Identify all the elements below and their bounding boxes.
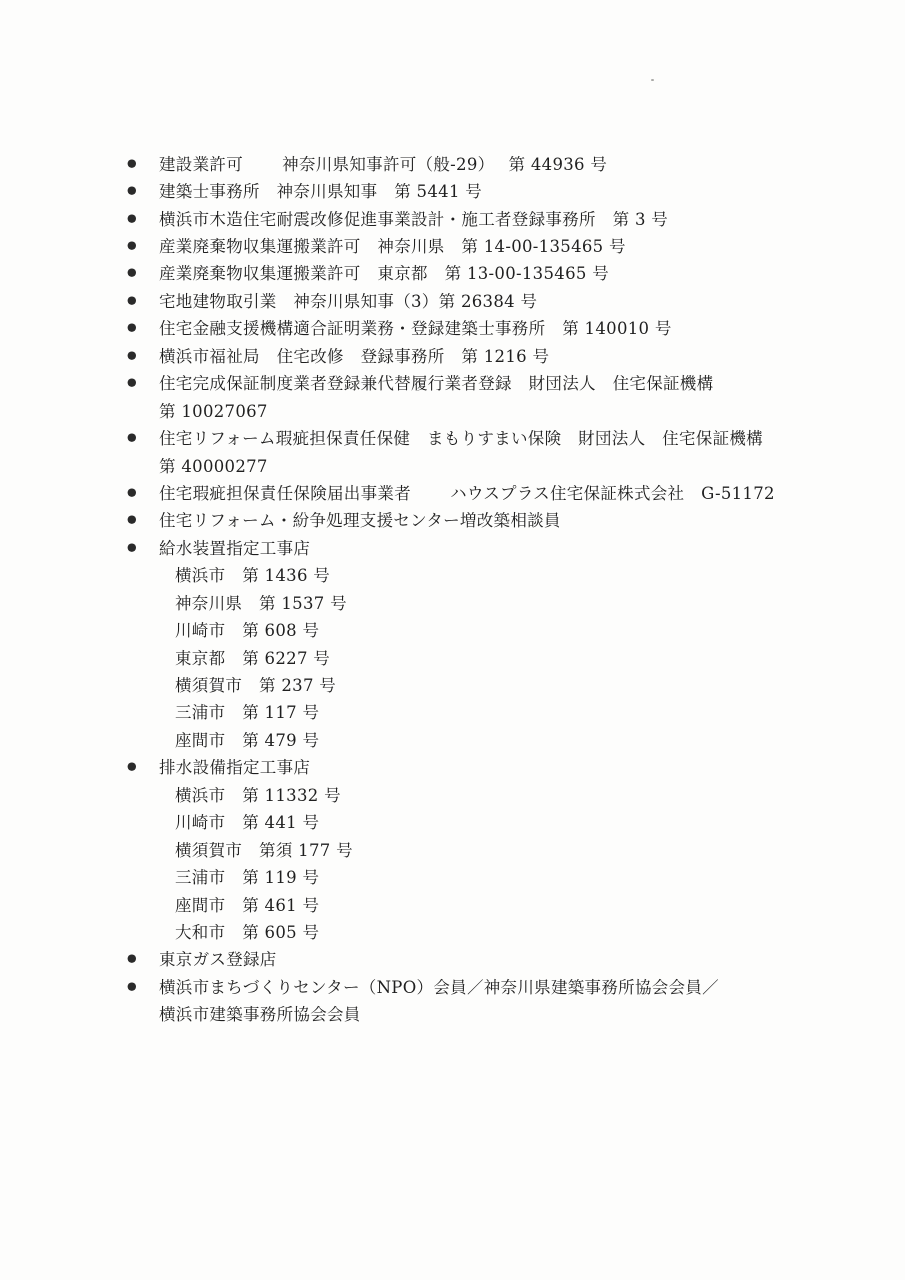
list-item-text: 横須賀市 第 237 号: [175, 676, 337, 696]
list-item: [0, 808, 905, 835]
list-item-text: 住宅完成保証制度業者登録兼代替履行業者登録 財団法人 住宅保証機構: [159, 374, 714, 394]
list-item: [0, 561, 905, 588]
list-item: [0, 753, 905, 780]
list-item-text: 排水設備指定工事店: [159, 758, 311, 778]
list-item-text: 大和市 第 605 号: [175, 922, 320, 942]
bullet-icon: ●: [127, 211, 137, 225]
list-item: [0, 725, 905, 752]
bullet-icon: ●: [127, 293, 137, 307]
list-item: [0, 231, 905, 258]
list-item-text: 産業廃棄物収集運搬業許可 東京都 第 13-00-135465 号: [159, 264, 610, 284]
list-item: [0, 506, 905, 533]
list-item-text: 三浦市 第 117 号: [175, 703, 320, 723]
list-item: [0, 643, 905, 670]
bullet-icon: ●: [127, 979, 137, 993]
list-item: [0, 615, 905, 642]
list-item-text: 給水装置指定工事店: [159, 538, 311, 558]
bullet-icon: ●: [127, 485, 137, 499]
list-item: [0, 917, 905, 944]
list-item: [0, 1000, 905, 1027]
scan-speck: [651, 79, 654, 81]
list-item: [0, 259, 905, 286]
list-item: [0, 286, 905, 313]
list-item-text: 宅地建物取引業 神奈川県知事（3）第 26384 号: [159, 291, 538, 311]
list-item-text: 横浜市福祉局 住宅改修 登録事務所 第 1216 号: [159, 346, 550, 366]
list-item: [0, 369, 905, 396]
bullet-icon: ●: [127, 320, 137, 334]
list-item-text: 横浜市まちづくりセンター（NPO）会員／神奈川県建築事務所協会会員／: [159, 977, 719, 997]
list-item: [0, 533, 905, 560]
list-item-text: 東京都 第 6227 号: [175, 648, 331, 668]
license-list: [0, 149, 905, 1027]
list-item: [0, 835, 905, 862]
list-item-text: 住宅リフォーム瑕疵担保責任保健 まもりすまい保険 財団法人 住宅保証機構: [159, 429, 763, 449]
list-item: [0, 780, 905, 807]
list-item: [0, 451, 905, 478]
bullet-icon: ●: [127, 348, 137, 362]
list-item-text: 建設業許可 神奈川県知事許可（般-29） 第 44936 号: [159, 154, 608, 174]
list-item-text: 三浦市 第 119 号: [175, 868, 320, 888]
list-item: [0, 478, 905, 505]
bullet-icon: ●: [127, 375, 137, 389]
bullet-icon: ●: [127, 265, 137, 279]
list-item-text: 住宅金融支援機構適合証明業務・登録建築士事務所 第 140010 号: [159, 319, 672, 339]
list-item: [0, 698, 905, 725]
bullet-icon: ●: [127, 759, 137, 773]
list-item-text: 横浜市木造住宅耐震改修促進事業設計・施工者登録事務所 第 3 号: [159, 209, 669, 229]
list-item-text: 建築士事務所 神奈川県知事 第 5441 号: [159, 182, 483, 202]
list-item-text: 産業廃棄物収集運搬業許可 神奈川県 第 14-00-135465 号: [159, 237, 626, 257]
list-item-text: 横浜市 第 11332 号: [175, 785, 341, 805]
list-item-text: 東京ガス登録店: [159, 950, 277, 970]
list-item-text: 第 10027067: [159, 401, 268, 421]
list-item-text: 第 40000277: [159, 456, 268, 476]
list-item: [0, 149, 905, 176]
list-item: [0, 314, 905, 341]
list-item-text: 横須賀市 第須 177 号: [175, 840, 353, 860]
bullet-icon: ●: [127, 540, 137, 554]
bullet-icon: ●: [127, 183, 137, 197]
list-item-text: 横浜市建築事務所協会会員: [159, 1005, 361, 1025]
list-item: [0, 341, 905, 368]
list-item: [0, 588, 905, 615]
list-item-text: 座間市 第 479 号: [175, 730, 320, 750]
list-item-text: 横浜市 第 1436 号: [175, 566, 331, 586]
list-item: [0, 890, 905, 917]
list-item: [0, 945, 905, 972]
list-item-text: 住宅瑕疵担保責任保険届出事業者 ハウスプラス住宅保証株式会社 G-51172: [159, 483, 775, 503]
list-item-text: 座間市 第 461 号: [175, 895, 320, 915]
list-item-text: 川崎市 第 608 号: [175, 621, 320, 641]
bullet-icon: ●: [127, 951, 137, 965]
bullet-icon: ●: [127, 238, 137, 252]
list-item: [0, 862, 905, 889]
list-item: [0, 972, 905, 999]
list-item: [0, 204, 905, 231]
bullet-icon: ●: [127, 430, 137, 444]
list-item-text: 川崎市 第 441 号: [175, 813, 320, 833]
list-item: [0, 396, 905, 423]
bullet-icon: ●: [127, 156, 137, 170]
list-item-text: 神奈川県 第 1537 号: [175, 593, 347, 613]
list-item-text: 住宅リフォーム・紛争処理支援センター増改築相談員: [159, 511, 561, 531]
list-item: [0, 670, 905, 697]
list-item: [0, 176, 905, 203]
list-item: [0, 423, 905, 450]
bullet-icon: ●: [127, 512, 137, 526]
